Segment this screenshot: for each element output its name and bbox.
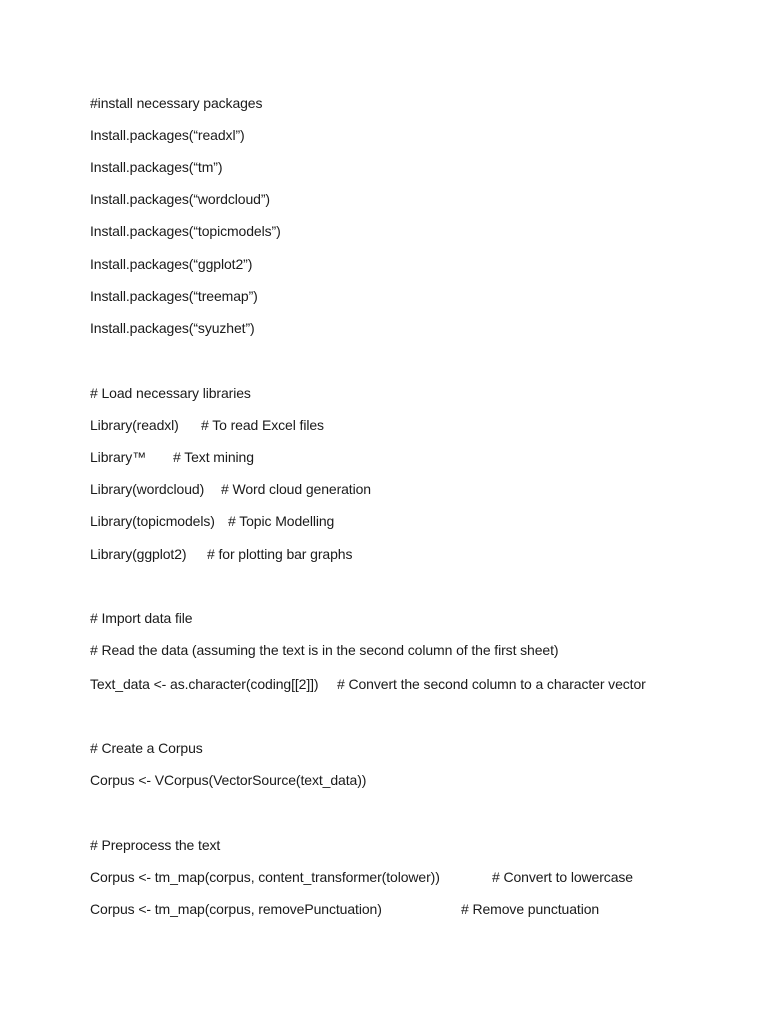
code-text: Library(readxl)	[90, 417, 179, 433]
code-text: # Create a Corpus	[90, 740, 203, 756]
code-text: Corpus <- tm_map(corpus, content_transformer(tolower))	[90, 869, 440, 885]
text-line	[90, 675, 646, 747]
code-text: #install necessary packages	[90, 95, 263, 111]
code-text: Library(ggplot2)	[90, 546, 187, 562]
text-line	[90, 900, 600, 972]
code-text: Install.packages(“ggplot2”)	[90, 256, 253, 272]
code-text: # Read the data (assuming the text is in the second column of the first sheet)	[90, 642, 559, 658]
code-text: Install.packages(“wordcloud”)	[90, 191, 270, 207]
code-text: Library™	[90, 449, 146, 465]
comment-text: # Text mining	[173, 449, 254, 465]
comment-text: # Word cloud generation	[221, 481, 371, 497]
comment-text: # Convert the second column to a character vector	[337, 676, 646, 692]
code-text: Text_data <- as.character(coding[[2]])	[90, 676, 319, 692]
code-text: Corpus <- VCorpus(VectorSource(text_data))	[90, 772, 367, 788]
comment-text: # Remove punctuation	[461, 901, 600, 917]
code-text: Library(topicmodels)	[90, 513, 215, 529]
code-text: # Preprocess the text	[90, 837, 221, 853]
comment-text: # To read Excel files	[201, 417, 324, 433]
code-text: Install.packages(“treemap”)	[90, 288, 258, 304]
code-text: Install.packages(“topicmodels”)	[90, 223, 281, 239]
code-text: Corpus <- tm_map(corpus, removePunctuation)	[90, 901, 382, 917]
code-text: # Load necessary libraries	[90, 385, 251, 401]
code-text: Install.packages(“readxl”)	[90, 127, 245, 143]
code-text: # Import data file	[90, 610, 193, 626]
comment-text: # Topic Modelling	[228, 513, 335, 529]
code-text: Install.packages(“tm”)	[90, 159, 223, 175]
text-line	[90, 545, 353, 617]
text-line	[90, 771, 367, 825]
text-line	[90, 319, 255, 373]
code-text: Install.packages(“syuzhet”)	[90, 320, 255, 336]
comment-text: # Convert to lowercase	[492, 869, 633, 885]
code-text: Library(wordcloud)	[90, 481, 205, 497]
comment-text: # for plotting bar graphs	[207, 546, 353, 562]
